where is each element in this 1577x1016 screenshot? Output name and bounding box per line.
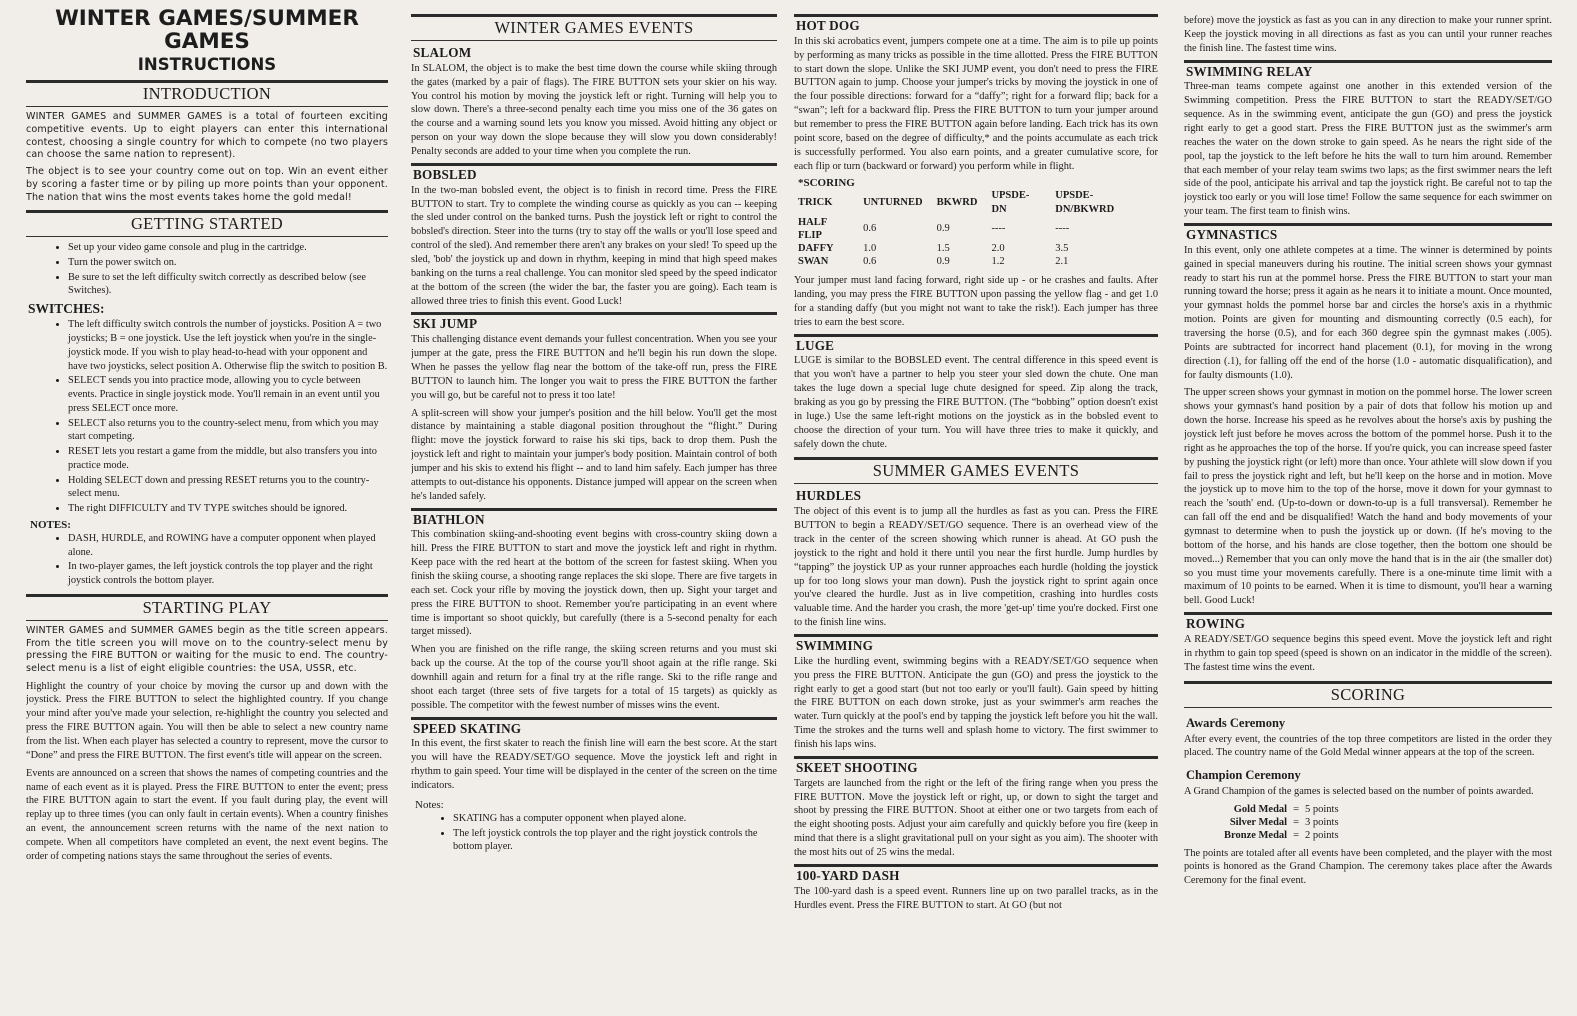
column-4: [1184, 8, 1552, 1008]
medal-points: 3 points: [1305, 817, 1339, 829]
speed-skating-text: In this event, the first skater to reach the finish line will earn the best score. At the start you will have the READY/SET/GO sequence. Move the joystick left and right in rhythm to gain speed. Your time will be displayed in the center of the screen on the time indicators.: [411, 738, 777, 791]
title-line-1: WINTER GAMES/SUMMER GAMES: [55, 8, 359, 54]
final-scoring-text: The points are totaled after all events have been completed, and the player with the most points is honored as the Grand Champion. The ceremony takes place after the Awards Ceremony for the final event.: [1184, 847, 1552, 887]
column-header: UPSDE-DN/BKWRD: [1055, 190, 1115, 215]
table-row: [798, 255, 1158, 268]
table-cell: ----: [991, 223, 1006, 235]
table-cell: DAFFY: [798, 242, 834, 254]
medal-points: 5 points: [1305, 804, 1339, 816]
slalom-title: SLALOM: [413, 44, 472, 60]
intro-paragraph-1: WINTER GAMES and SUMMER GAMES is a total of fourteen exciting competitive events. Up to eight players can enter this international contest, choosing a single country for which to compete (no two players can choose the same nation to represent).: [26, 111, 388, 161]
luge-text: LUGE is similar to the BOBSLED event. The central difference in this speed event is that you won't have a partner to help you steer your sled down the chute. One man takes the luge down a special luge chute designed for speed. Zip along the track, braking as you go by pressing the FIRE BUTTON. (The “bobbing” option doesn't exist in luge.) Use the same left-right motions on the joystick as in the bobsled event to choose the direction of your turn. You will have three tries to make it quickly, and safely down the chute.: [794, 355, 1158, 450]
getting-started-heading: GETTING STARTED: [130, 214, 284, 234]
slalom-text: In SLALOM, the object is to make the best time down the course while skiing through the gates (marked by a pair of flags). The FIRE BUTTON sets your skier on his way. You control his motion by moving the joystick left or right. Turning will help you to slow down. There's a three-second penalty each time you miss one of the 36 gates on the course and a warning sound lets you know you missed. Avoid hitting any object or person on your way down the slope because they will slow you down considerably! Penalty seconds are added to your time when you complete the run.: [411, 62, 777, 157]
list-item: • Holding SELECT down and pressing RESET returns you to the country-select menu.: [68, 474, 388, 502]
gymnastics-title: GYMNASTICS: [1186, 227, 1278, 243]
champion-ceremony-title: Champion Ceremony: [1186, 768, 1301, 783]
table-row: Gold Medal = 5 points: [1224, 803, 1345, 816]
table-cell: 1.2: [991, 256, 1005, 268]
medal-name: Bronze Medal: [1224, 830, 1288, 842]
switches-list: [26, 318, 388, 516]
list-item: • Be sure to set the left difficulty switch correctly as described below (see Switches).: [68, 271, 388, 299]
hot-dog-text-1: In this ski acrobatics event, jumpers compete one at a time. The aim is to pile up points by performing as many tricks as possible in the time allotted. Press the FIRE BUTTON to start down the slope. Unlike the SKI JUMP event, you don't need to press the FIRE BUTTON again to jump. Choose your jumper's tricks by moving the joystick in one of the four possible directions: forward for a “daffy”; right for a forward flip; back for a “swan”; left for a backward flip. Press the FIRE BUTTON to turn your jumper around but remember to press the FIRE BUTTON again before landing. Each trick has its own point score, based on the degree of difficulty,* and the points accumulate as each trick is successfully performed. You also earn points, and a greater cumulative score, for each flip or turn (backward or forward) you perform while in flight.: [794, 35, 1158, 172]
ski-jump-text-1: This challenging distance event demands your fullest concentration. When you see your jumper at the gate, press the FIRE BUTTON and he'll begin his run down the slope. When he passes the yellow flag near the bottom of the take-off run, press the FIRE BUTTON to launch him. The longer you wait to press the FIRE BUTTON the farther you will go, but be careful not to press it too late!: [411, 334, 777, 401]
speed-skating-notes-heading: Notes:: [415, 798, 444, 811]
champion-ceremony-text: A Grand Champion of the games is selected based on the number of points awarded.: [1184, 786, 1534, 798]
table-row: [798, 242, 1158, 255]
table-cell: SWAN: [798, 256, 829, 268]
speed-skating-title: SPEED SKATING: [413, 720, 522, 736]
table-cell: 1.0: [863, 242, 877, 254]
ski-jump-title: SKI JUMP: [413, 316, 478, 332]
gymnastics-text-1: In this event, only one athlete competes at a time. The winner is determined by points gained in special maneuvers during his routine. The initial screen shows your gymnast ready to start his run at the pommel horse. Press the FIRE BUTTON to start your man running toward the horse; press it again as he nears it to initiate a mount. Once mounted, your gymnast holds the pommel horse bar and circles the horse's axis in a rhythmic motion. Points are given for mounting and dismounting correctly (0.5 each), for traversing the horse (0.5), and for each 360 degree spin the gymnast makes (.005). Points are subtracted for incorrect hand placement (0.1), for moving in the wrong direction (.1), for falling off the end of the horse (1.0 - automatic disqualification), and for faulty dismounts (1.0).: [1184, 244, 1552, 381]
table-cell: 3.5: [1055, 242, 1069, 254]
list-item: • In two-player games, the left joystick controls the top player and the right joystick controls the bottom player.: [68, 560, 388, 588]
notes-heading: NOTES:: [30, 518, 71, 531]
medal-name: Gold Medal: [1233, 804, 1288, 816]
biathlon-title: BIATHLON: [413, 511, 485, 527]
notes-list: [26, 532, 388, 588]
column-1: [26, 8, 388, 1008]
table-cell: 0.9: [936, 223, 950, 235]
starting-play-paragraph-1: WINTER GAMES and SUMMER GAMES begin as the title screen appears. From the title screen you will move on to the country-select menu by pressing the FIRE BUTTON or waiting for the music to end. The country-select menu is a list of eight eligible countries: the USA, USSR, etc.: [26, 624, 388, 674]
intro-heading: INTRODUCTION: [142, 84, 272, 104]
bobsled-text: In the two-man bobsled event, the object is to finish in record time. Press the FIRE BUTTON to start. Try to complete the winding course as quickly as you can -- keeping the sled under control on the banked turns. Push the joystick left or right to control the bobsled's direction. Steer into the turns (try to stay off the walls or you'll lose speed and control of the sled). And remember there aren't any brakes on your sled! To speed up the sled, 'bob' the joystick up and down in rhythm, keeping in mind that high speed makes banking on the turns a real challenge. You can monitor sled speed by the speed indicator at the bottom of the screen (the wider the bar, the faster you are going). Each team is allowed three tries to finish this event. Good Luck!: [411, 184, 777, 307]
bobsled-title: BOBSLED: [413, 166, 477, 182]
medal-name: Silver Medal: [1229, 817, 1288, 829]
hot-dog-title: HOT DOG: [796, 18, 860, 33]
hurdles-text: The object of this event is to jump all the hurdles as fast as you can. Press the FIRE BUTTON to begin a READY/SET/GO sequence. There is an overhead view of the track in the center of the screen showing which runner is ahead. At GO push the joystick to the right and hold it there until you near the first hurdle. Jump hurdles by “tapping” the joystick UP as your runner approaches each hurdle (holding the joystick up for too long slows your man down). Push the joystick right to sprint again once you've cleared the hurdle. Just as in live competition, crashing into hurdles costs valuable time. And the harder you crash, the more 'get-up' time you're docked. First one to the finish line wins.: [794, 506, 1158, 629]
list-item: • SELECT sends you into practice mode, allowing you to cycle between events. Practice in single joystick mode. You'll remain in an event until you press SELECT once more.: [68, 374, 388, 415]
luge-title: LUGE: [796, 337, 835, 353]
list-item: • The right DIFFICULTY and TV TYPE switches should be ignored.: [68, 502, 388, 516]
awards-ceremony-text: After every event, the countries of the top three competitors are listed in the order they placed. The country name of the Gold Medal winner appears at the top of the screen.: [1184, 733, 1552, 759]
starting-play-heading: STARTING PLAY: [142, 597, 272, 617]
manual-title: [26, 8, 388, 73]
swimming-text: Like the hurdling event, swimming begins with a READY/SET/GO sequence when you press the FIRE BUTTON. Anticipate the gun (GO) and press the joystick to the right early to get a good start (but not too early or you'll fault). Gain speed by hitting the FIRE BUTTON on each down stroke, just as your swimmer's arm reaches the water. Turn quickly at the pool's end by tapping the joystick left before you hit the wall. Time the strokes and the turns well and splash home to victory. The first swimmer to finish his laps wins.: [794, 655, 1158, 751]
column-2: [411, 8, 777, 1008]
table-cell: HALF FLIP: [798, 216, 827, 241]
column-header: UNTURNED: [863, 197, 923, 208]
list-item: • Turn the power switch on.: [68, 256, 388, 270]
biathlon-text-1: This combination skiing-and-shooting event begins with cross-country skiing down a hill. Press the FIRE BUTTON to start and move the joystick left and right in rhythm. Keep pace with the red heart at the bottom of the screen for fastest skiing. When you finish the skiing course, a shooting range replaces the ski slope. There are five targets in each set. Cock your rifle by moving the joystick down, then up. Sight your target and press the FIRE BUTTON to shoot. Remember you're participating in an event where time is important so shoot quickly, but carefully (there is a 5-second penalty for each target missed).: [411, 529, 777, 638]
hot-dog-scoring-table: [798, 189, 1158, 268]
table-cell: 1.5: [936, 242, 950, 254]
rowing-title: ROWING: [1186, 616, 1246, 632]
skeet-shooting-text: Targets are launched from the right or the left of the firing range when you press the FIRE BUTTON. Move the joystick left or right, up, or down to sight the target and shoot by pressing the FIRE BUTTON. Shoot at either one or two targets from each of the eight shooting posts. Adjust your aim carefully and quickly before you fire (keep in mind that there is a slight gravitational pull on your sight as you aim). The shooter with the most hits out of 25 wins the medal.: [794, 777, 1158, 859]
dash-text-continued: before) move the joystick as fast as you can in any direction to make your runner sprint. Keep the joystick moving in all directions as fast as you can until your runner reaches the finish line. The fastest time wins.: [1184, 15, 1552, 54]
column-header: TRICK: [798, 197, 833, 208]
table-cell: 0.9: [936, 256, 950, 268]
table-row: [798, 216, 1158, 242]
medal-points: 2 points: [1305, 830, 1339, 842]
starting-play-paragraph-3: Events are announced on a screen that shows the names of competing countries and the name of each event as it is played. Press the FIRE BUTTON to enter the event; press the FIRE BUTTON again to start the event. If you fault during play, the event will replay up to three times (you can only fault in certain events). When a country finishes an event, the announcement screen returns with the name of the next nation to compete. When all competitors have completed an event, the next event begins. The order of competing nations stays the same throughout the series of events.: [26, 767, 388, 862]
medal-points-table: [1224, 803, 1345, 842]
biathlon-text-2: When you are finished on the rifle range, the skiing screen returns and you must ski back up the course. At the top of the course you'll shoot again at the rifle range. Ski downhill again and return for a final try at the rifle range. Ski to the rifle range and shoot each target (three sets of five targets for a total of 15 targets) as quickly as possible. The competitor with the fewest number of misses wins the event.: [411, 644, 777, 711]
swimming-relay-title: SWIMMING RELAY: [1186, 63, 1313, 79]
list-item: • SELECT also returns you to the country-select menu, from which you may start competing.: [68, 417, 388, 445]
list-item: • DASH, HURDLE, and ROWING have a computer opponent when played alone.: [68, 532, 388, 560]
rowing-text: A READY/SET/GO sequence begins this speed event. Move the joystick left and right in rhythm to gain top speed (speed is shown on an indicator in the middle of the screen). The fastest time wins the event.: [1184, 634, 1552, 673]
setup-list: [26, 241, 388, 298]
awards-ceremony-title: Awards Ceremony: [1186, 715, 1286, 730]
table-row: Bronze Medal = 2 points: [1224, 829, 1345, 842]
table-header-row: [798, 189, 1158, 215]
list-item: • RESET lets you restart a game from the middle, but also transfers you into practice mode.: [68, 445, 388, 473]
starting-play-paragraph-2: Highlight the country of your choice by moving the cursor up and down with the joystick. Press the FIRE BUTTON to select the highlighted country. If you change your mind after you've made your selection, re-highlight the country you selected and press the FIRE BUTTON again. You will then be able to select a new country name from the list. When each player has selected a country to represent, move the cursor to “Done” and press the FIRE BUTTON. The first event's title will appear on the screen.: [26, 680, 388, 761]
hurdles-title: HURDLES: [796, 488, 862, 504]
table-cell: 0.6: [863, 223, 877, 235]
list-item: • The left difficulty switch controls the number of joysticks. Position A = two joysticks; B = one joystick. Use the left joystick when you're in the single-joystick mode. If you wish to play head-to-head with your opponent and have two joysticks, select position A. Otherwise flip the switch to position B.: [68, 318, 388, 373]
dash-text: The 100-yard dash is a speed event. Runners line up on two parallel tracks, as in the Hurdles event. Press the FIRE BUTTON to start. At GO (but not: [794, 885, 1158, 911]
ski-jump-text-2: A split-screen will show your jumper's position and the hill below. You'll get the most distance by maintaining a stable diagonal position throughout the “flight.” During flight: move the joystick forward to raise his ski tips, back to drop them. Push the joystick left and right to maintain your jumper's body position. Maintain control of both jumper and his skis to extend his flight -- and to land him safely. Each jumper has three attempts to out-distance his opponents. Distance jumped will appear on the screen when he's landed safely.: [411, 407, 777, 502]
winter-events-heading: WINTER GAMES EVENTS: [494, 18, 694, 37]
list-item: • The left joystick controls the top player and the right joystick controls the bottom player.: [453, 827, 777, 855]
title-line-2: INSTRUCTIONS: [137, 55, 277, 75]
list-item: • SKATING has a computer opponent when played alone.: [453, 812, 777, 826]
scoring-heading: SCORING: [1330, 684, 1406, 704]
column-3: [794, 8, 1158, 1016]
speed-skating-notes: [411, 812, 777, 854]
intro-paragraph-2: The object is to see your country come out on top. Win an event either by scoring a faster time or by piling up more points than your opponent. The nation that wins the most events takes home the gold medal!: [26, 166, 388, 203]
swimming-title: SWIMMING: [796, 638, 874, 654]
table-cell: ----: [1055, 223, 1070, 235]
column-header: BKWRD: [936, 197, 978, 208]
table-cell: 2.1: [1055, 256, 1069, 268]
skeet-shooting-title: SKEET SHOOTING: [796, 759, 918, 775]
dash-title: 100-YARD DASH: [796, 867, 900, 883]
table-cell: 0.6: [863, 256, 877, 268]
column-header: UPSDE-DN: [991, 190, 1030, 215]
summer-events-heading: SUMMER GAMES EVENTS: [872, 461, 1080, 481]
hot-dog-text-2: Your jumper must land facing forward, right side up - or he crashes and faults. After landing, you may press the FIRE BUTTON upon passing the yellow flag - and get 1.0 for a standing daffy (but you might not want to take the risk!). Each jumper has three tries to earn the best score.: [794, 275, 1158, 328]
swimming-relay-text: Three-man teams compete against one another in this extended version of the Swimming competition. Press the FIRE BUTTON to start the READY/SET/GO sequence. As in the swimming event, anticipate the gun (GO) and press the joystick right early to get a good start. Press the FIRE BUTTON just as the swimmer's arm reaches the water on the down stroke to gain speed. As he nears the right side of the pool, tap the joystick to the left before he hits the wall to turn him around. Remember that each member of your relay team swims two laps; as the first swimmer nears the left side of the pool, anticipate his arrival and tap the joystick right. Be careful not to tap the joystick too early or you will lose time! Follow the same sequence for each swimmer on your team. The first team to finish wins.: [1184, 81, 1552, 218]
switches-heading: SWITCHES:: [28, 301, 105, 317]
gymnastics-text-2: The upper screen shows your gymnast in motion on the pommel horse. The lower screen shows your gymnast's hand position by a pair of dots that follow his motion up and down the horse. Increase his speed as he revolves about the horse's axis by pushing the joystick left just before he moves across the bottom of the pommel horse. Push it to the right as he approaches the top of the horse. If you're quick, you can increase speed faster by pushing the joystick right (or left) more than once. Your athlete will slow down if you fail to press the joystick right and left, but he'll keep on the horse and in motion. Move the joystick up to move him to the top of the horse, move it down for your gymnast to reach the 'south' end. (Up-to-down or down-to-up is a full transversal). Remember he can fall off the end and be disqualified! Watch the hand and body movements of your gymnast to determine when to push the joystick up or down. (If he's moving to the bottom of the horse, and his hands are close together, then the bottom one should be moved...) Remember that you can only move the hand that is in the air (the smaller dot) so you must time your movements carefully. There is a one-minute time limit with a maximum of 10 points to be earned. When it is time to dismount, you'll hear a warning bell. Good Luck!: [1184, 387, 1552, 607]
table-cell: 2.0: [991, 242, 1005, 254]
list-item: • Set up your video game console and plug in the cartridge.: [68, 241, 388, 255]
table-row: Silver Medal = 3 points: [1224, 816, 1345, 829]
scoring-table-title: *SCORING: [798, 177, 855, 190]
